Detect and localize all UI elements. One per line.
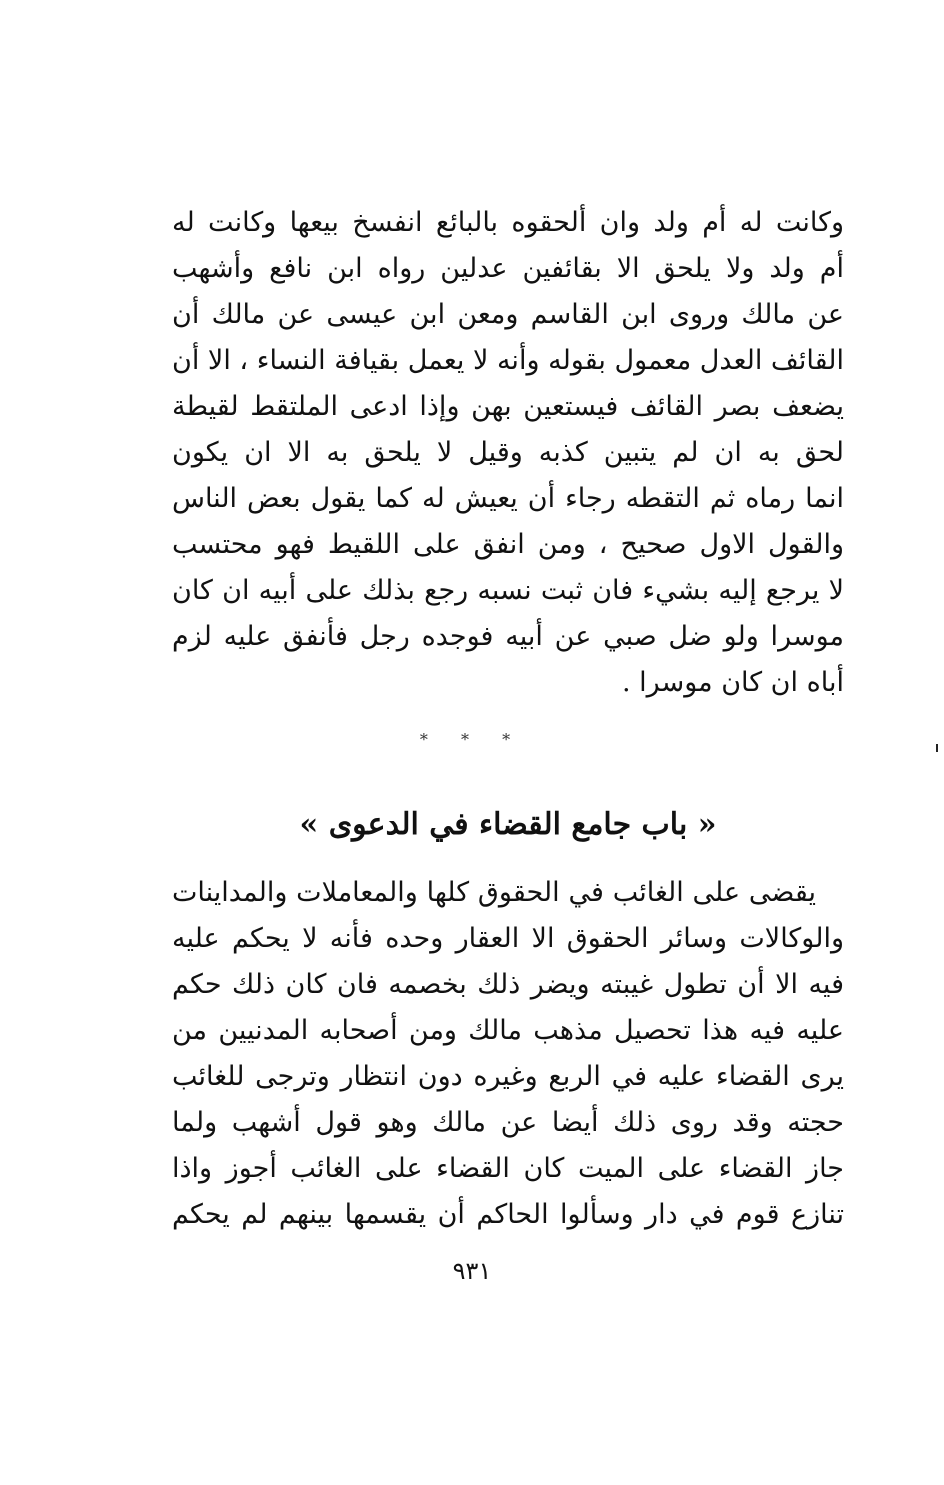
text-line: القائف العدل معمول بقوله وأنه لا يعمل بقيافة النساء ، الا أن — [172, 345, 844, 376]
text-line: وكانت له أم ولد وان ألحقوه بالبائع انفسخ بيعها وكانت له — [172, 207, 844, 238]
text-line: عن مالك وروى ابن القاسم ومعن ابن عيسى عن مالك أن — [172, 299, 844, 330]
text-line: أم ولد ولا يلحق الا بقائفين عدلين رواه ابن نافع وأشهب — [172, 253, 844, 284]
scan-edge-mark — [936, 744, 938, 752]
text-line: أباه ان كان موسرا . — [622, 667, 844, 698]
section-separator: * * * — [419, 730, 525, 749]
text-line: لا يرجع إليه بشيء فان ثبت نسبه رجع بذلك على أبيه ان كان — [172, 575, 844, 606]
text-line: فيه الا أن تطول غيبته ويضر ذلك بخصمه فان كان ذلك حكم — [172, 969, 844, 1000]
text-line: عليه فيه هذا تحصيل مذهب مالك ومن أصحابه المدنيين من — [172, 1015, 844, 1046]
text-line: تنازع قوم في دار وسألوا الحاكم أن يقسمها بينهم لم يحكم — [172, 1199, 844, 1230]
text-line: يقضى على الغائب في الحقوق كلها والمعاملات والمداينات — [172, 877, 816, 908]
paragraph-1 — [172, 200, 844, 706]
text-line: جاز القضاء على الميت كان القضاء على الغائب أجوز واذا — [172, 1153, 844, 1184]
text-line: والقول الاول صحيح ، ومن انفق على اللقيط فهو محتسب — [172, 529, 844, 560]
section-heading: « باب جامع القضاء في الدعوى » — [299, 807, 717, 842]
text-line: يرى القضاء عليه في الربع وغيره دون انتظار وترجى للغائب — [172, 1061, 844, 1092]
text-line: حجته وقد روى ذلك أيضا عن مالك وهو قول أشهب ولما — [172, 1107, 844, 1138]
text-line: يضعف بصر القائف فيستعين بهن وإذا ادعى الملتقط لقيطة — [172, 391, 844, 422]
text-line: انما رماه ثم التقطه رجاء أن يعيش له كما يقول بعض الناس — [172, 483, 844, 514]
page-number: ٩٣١ — [452, 1257, 492, 1285]
text-line: موسرا ولو ضل صبي عن أبيه فوجده رجل فأنفق عليه لزم — [172, 621, 844, 652]
text-line: لحق به ان لم يتبين كذبه وقيل لا يلحق به الا ان يكون — [172, 437, 844, 468]
text-line: والوكالات وسائر الحقوق الا العقار وحده فأنه لا يحكم عليه — [172, 923, 844, 954]
paragraph-2 — [172, 870, 844, 1238]
